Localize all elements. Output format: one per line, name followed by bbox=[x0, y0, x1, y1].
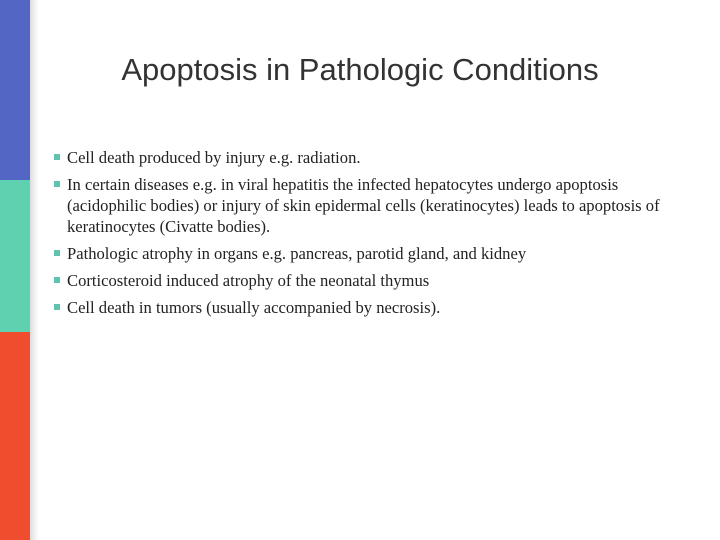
bullet-text: Cell death in tumors (usually accompanied by necrosis). bbox=[67, 298, 441, 317]
bullet-text: Corticosteroid induced atrophy of the neonatal thymus bbox=[67, 271, 430, 290]
slide-title: Apoptosis in Pathologic Conditions bbox=[121, 52, 599, 87]
bullet-square-icon bbox=[54, 250, 60, 256]
bullet-item bbox=[52, 270, 667, 291]
accent-bar-blue bbox=[0, 0, 30, 180]
accent-bar-shadow bbox=[30, 0, 39, 540]
bullet-square-icon bbox=[54, 304, 60, 310]
bullet-text: In certain diseases e.g. in viral hepatitis the infected hepatocytes undergo apoptosis (acidophilic bodies) or injury of skin epidermal cells (keratinocytes) leads to apoptosis of keratinocytes (Civatte bodies). bbox=[67, 175, 660, 236]
bullet-text: Pathologic atrophy in organs e.g. pancreas, parotid gland, and kidney bbox=[67, 244, 527, 263]
bullet-text: Cell death produced by injury e.g. radiation. bbox=[67, 148, 361, 167]
bullet-item bbox=[52, 147, 667, 168]
bullet-square-icon bbox=[54, 181, 60, 187]
bullet-list bbox=[52, 147, 667, 324]
bullet-item bbox=[52, 174, 667, 237]
bullet-square-icon bbox=[54, 277, 60, 283]
accent-bar-red bbox=[0, 332, 30, 540]
bullet-item bbox=[52, 243, 667, 264]
bullet-item bbox=[52, 297, 667, 318]
bullet-square-icon bbox=[54, 154, 60, 160]
accent-bar-teal bbox=[0, 180, 30, 332]
